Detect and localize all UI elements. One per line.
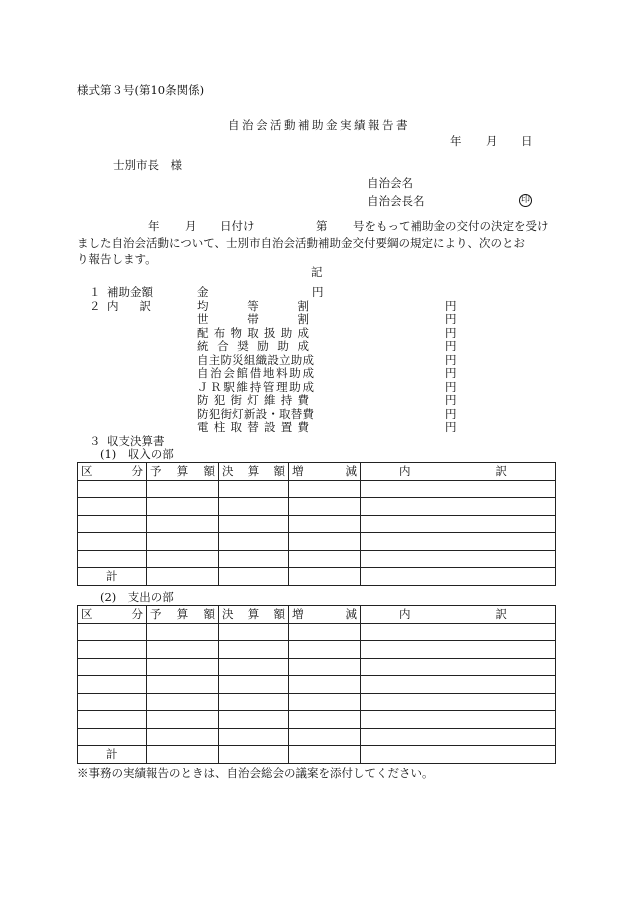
breakdown-name: 世帯割: [197, 312, 309, 326]
breakdown-row: [197, 328, 309, 340]
table-cell[interactable]: [289, 515, 361, 533]
table-cell[interactable]: [219, 515, 289, 533]
item2-number: ２: [89, 299, 101, 313]
table-cell[interactable]: [219, 728, 289, 746]
table-row: [78, 676, 556, 694]
table-header-row: [78, 606, 556, 624]
table-row: [78, 498, 556, 516]
table-cell[interactable]: [361, 568, 556, 586]
header-kessan: 決算額: [222, 463, 285, 478]
breakdown-row: [197, 409, 314, 421]
income-heading: (1) 収入の部: [100, 447, 174, 461]
table-cell[interactable]: [289, 623, 361, 641]
table-cell[interactable]: [361, 641, 556, 659]
breakdown-yen: 円: [445, 339, 457, 353]
header-zogen: 増減: [292, 606, 357, 621]
table-row: [78, 533, 556, 551]
table-cell[interactable]: [219, 533, 289, 551]
document-title: 自治会活動補助金実績報告書: [228, 118, 410, 132]
header-cell: [78, 463, 147, 481]
table-cell[interactable]: [219, 658, 289, 676]
body-dated: 日付け: [220, 219, 255, 233]
body-dai: 第: [316, 219, 328, 233]
table-cell[interactable]: [147, 641, 219, 659]
table-cell[interactable]: [219, 550, 289, 568]
table-cell[interactable]: [219, 568, 289, 586]
table-row: [78, 515, 556, 533]
table-header-row: [78, 463, 556, 481]
breakdown-name: 自治会館借地料助成: [197, 366, 314, 380]
header-kubun: 区分: [81, 463, 143, 478]
breakdown-row: [197, 368, 314, 380]
header-cell: [147, 606, 219, 624]
table-row: [78, 480, 556, 498]
breakdown-row: [197, 301, 309, 313]
seal-mark: 印: [520, 195, 530, 205]
breakdown-name: 均等割: [197, 299, 309, 313]
breakdown-yen: 円: [445, 393, 457, 407]
item3-number: ３: [89, 434, 101, 448]
table-cell[interactable]: [361, 533, 556, 551]
table-cell[interactable]: [361, 623, 556, 641]
table-cell[interactable]: [147, 728, 219, 746]
table-cell[interactable]: [219, 498, 289, 516]
expense-heading: (2) 支出の部: [100, 590, 174, 604]
table-cell[interactable]: [219, 641, 289, 659]
form-number: 様式第３号(第10条関係): [77, 83, 205, 97]
table-cell[interactable]: [147, 498, 219, 516]
table-cell[interactable]: [78, 550, 147, 568]
header-cell: [78, 606, 147, 624]
table-cell[interactable]: [219, 480, 289, 498]
header-kessan: 決算額: [222, 606, 285, 621]
table-cell[interactable]: [78, 728, 147, 746]
table-cell[interactable]: [219, 711, 289, 729]
date-day: 日: [521, 134, 533, 148]
table-row: [78, 550, 556, 568]
table-cell[interactable]: [78, 498, 147, 516]
table-cell[interactable]: [361, 658, 556, 676]
breakdown-name: 統合奨励助成: [197, 339, 309, 353]
breakdown-row: [197, 422, 309, 434]
body-line1-rest: 号をもって補助金の交付の決定を受け: [353, 219, 549, 233]
breakdown-name: 自主防災組織設立助成: [197, 353, 314, 367]
breakdown-name: 防犯街灯維持費: [197, 393, 309, 407]
table-cell[interactable]: [147, 658, 219, 676]
table-row: [78, 728, 556, 746]
total-label-cell: [78, 746, 147, 764]
table-cell[interactable]: [147, 693, 219, 711]
breakdown-yen: 円: [445, 353, 457, 367]
breakdown-yen: 円: [445, 420, 457, 434]
table-cell[interactable]: [361, 676, 556, 694]
table-cell[interactable]: [78, 711, 147, 729]
table-cell[interactable]: [289, 641, 361, 659]
table-cell[interactable]: [78, 533, 147, 551]
table-cell[interactable]: [289, 550, 361, 568]
table-cell[interactable]: [361, 480, 556, 498]
header-uchiwake: 内訳: [399, 463, 507, 478]
table-cell[interactable]: [219, 676, 289, 694]
body-line2: ました自治会活動について、士別市自治会活動補助金交付要綱の規定により、次のとお: [77, 236, 526, 250]
breakdown-yen: 円: [445, 407, 457, 421]
header-kubun: 区分: [81, 606, 143, 621]
header-cell: [219, 606, 289, 624]
breakdown-row: [197, 314, 309, 326]
table-row: [78, 658, 556, 676]
breakdown-name: 配布物取扱助成: [197, 326, 309, 340]
table-cell[interactable]: [361, 711, 556, 729]
table-cell[interactable]: [147, 623, 219, 641]
table-cell[interactable]: [289, 746, 361, 764]
breakdown-yen: 円: [445, 326, 457, 340]
breakdown-name: 防犯街灯新設・取替費: [197, 407, 314, 421]
table-row: [78, 693, 556, 711]
table-cell[interactable]: [361, 728, 556, 746]
income-table: [77, 462, 556, 586]
table-cell[interactable]: [361, 515, 556, 533]
item1-yen: 円: [312, 285, 324, 299]
breakdown-yen: 円: [445, 380, 457, 394]
table-cell[interactable]: [289, 728, 361, 746]
table-row: [78, 623, 556, 641]
association-name-label: 自治会名: [367, 176, 413, 190]
table-row: [78, 641, 556, 659]
breakdown-row: [197, 355, 314, 367]
header-yosan: 予算額: [150, 463, 215, 478]
item2-label: 内 訳: [107, 299, 151, 313]
header-cell: [147, 463, 219, 481]
table-cell[interactable]: [361, 693, 556, 711]
header-yosan: 予算額: [150, 606, 215, 621]
table-cell[interactable]: [147, 676, 219, 694]
breakdown-yen: 円: [445, 312, 457, 326]
body-year: 年: [148, 219, 160, 233]
table-cell[interactable]: [361, 550, 556, 568]
item1-number: １: [89, 285, 101, 299]
breakdown-yen: 円: [445, 299, 457, 313]
addressee: 士別市長 様: [113, 158, 182, 172]
total-label-cell: [78, 568, 147, 586]
expense-table: [77, 605, 556, 764]
total-label: 計: [106, 568, 118, 583]
table-cell[interactable]: [361, 498, 556, 516]
footnote: ※事務の実績報告のときは、自治会総会の議案を添付してください。: [77, 766, 434, 780]
table-cell[interactable]: [147, 515, 219, 533]
body-line3: り報告します。: [77, 252, 157, 266]
header-cell: [219, 463, 289, 481]
table-cell[interactable]: [78, 658, 147, 676]
body-month: 月: [185, 219, 197, 233]
table-cell[interactable]: [289, 480, 361, 498]
breakdown-row: [197, 395, 309, 407]
table-cell[interactable]: [219, 623, 289, 641]
table-cell[interactable]: [78, 676, 147, 694]
item1-kin: 金: [197, 285, 209, 299]
item1-label: 補助金額: [107, 285, 153, 299]
breakdown-row: [197, 382, 314, 394]
header-cell: [289, 606, 361, 624]
table-cell[interactable]: [78, 693, 147, 711]
table-cell[interactable]: [361, 746, 556, 764]
date-month: 月: [486, 134, 498, 148]
header-cell: [289, 463, 361, 481]
table-cell[interactable]: [219, 693, 289, 711]
item3-label: 収支決算書: [107, 434, 165, 448]
breakdown-name: ＪＲ駅維持管理助成: [197, 380, 314, 394]
table-row: [78, 711, 556, 729]
ki-heading: 記: [311, 265, 323, 279]
table-cell[interactable]: [219, 746, 289, 764]
table-total-row: [78, 746, 556, 764]
table-cell[interactable]: [289, 658, 361, 676]
header-zogen: 増減: [292, 463, 357, 478]
table-cell[interactable]: [289, 711, 361, 729]
breakdown-name: 電柱取替設置費: [197, 420, 309, 434]
table-cell[interactable]: [289, 676, 361, 694]
table-cell[interactable]: [147, 746, 219, 764]
header-uchiwake: 内訳: [399, 606, 507, 621]
table-cell[interactable]: [78, 515, 147, 533]
total-label: 計: [106, 746, 118, 761]
item2-label-wrap: [107, 301, 151, 313]
table-cell[interactable]: [147, 533, 219, 551]
table-cell[interactable]: [289, 693, 361, 711]
table-cell[interactable]: [147, 711, 219, 729]
header-cell: [361, 606, 556, 624]
table-cell[interactable]: [147, 550, 219, 568]
breakdown-yen: 円: [445, 366, 457, 380]
date-year: 年: [450, 134, 462, 148]
table-total-row: [78, 568, 556, 586]
table-cell[interactable]: [78, 623, 147, 641]
table-cell[interactable]: [289, 568, 361, 586]
breakdown-row: [197, 341, 309, 353]
chairperson-label: 自治会長名: [367, 194, 425, 208]
table-cell[interactable]: [289, 498, 361, 516]
table-cell[interactable]: [289, 533, 361, 551]
header-cell: [361, 463, 556, 481]
table-cell[interactable]: [147, 568, 219, 586]
table-cell[interactable]: [78, 641, 147, 659]
table-cell[interactable]: [78, 480, 147, 498]
table-cell[interactable]: [147, 480, 219, 498]
